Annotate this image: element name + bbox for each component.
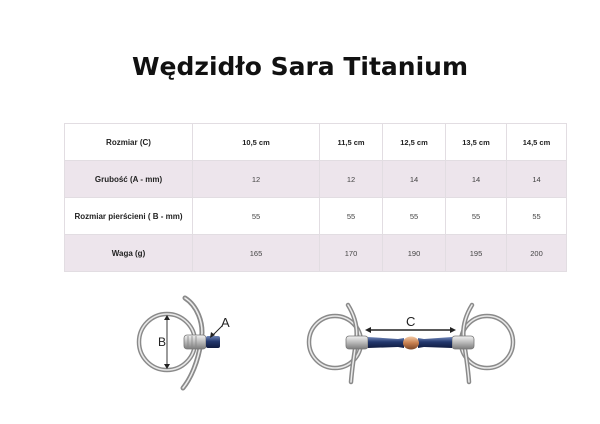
table-cell: 55	[320, 198, 383, 235]
table-cell: 200	[507, 235, 567, 272]
table-cell: 14	[446, 161, 507, 198]
table-cell: 14	[383, 161, 446, 198]
mouthpiece-end-shape	[206, 336, 220, 348]
table-cell: 55	[507, 198, 567, 235]
row-label: Waga (g)	[65, 235, 193, 272]
mouthpiece-left-shape	[368, 337, 404, 348]
header-cell: 14,5 cm	[507, 124, 567, 161]
label-b: B	[158, 335, 167, 349]
table-cell: 55	[193, 198, 320, 235]
copper-lozenge-shape	[403, 337, 419, 350]
table-cell: 12	[193, 161, 320, 198]
header-cell: Rozmiar (C)	[65, 124, 193, 161]
page-title: Wędzidło Sara Titanium	[131, 52, 469, 81]
right-sleeve-shape	[452, 336, 474, 349]
table-cell: 12	[320, 161, 383, 198]
label-c: C	[406, 314, 416, 329]
table-cell: 190	[383, 235, 446, 272]
header-cell: 10,5 cm	[193, 124, 320, 161]
header-cell: 12,5 cm	[383, 124, 446, 161]
table-cell: 14	[507, 161, 567, 198]
header-cell: 13,5 cm	[446, 124, 507, 161]
table-cell: 55	[446, 198, 507, 235]
sleeve-shape	[184, 335, 206, 349]
label-a: A	[221, 315, 230, 330]
row-label: Rozmiar pierścieni ( B - mm)	[65, 198, 193, 235]
table-cell: 195	[446, 235, 507, 272]
header-cell: 11,5 cm	[320, 124, 383, 161]
side-view-drawing	[139, 298, 230, 388]
mouthpiece-right-shape	[418, 337, 452, 348]
front-view-drawing	[309, 305, 513, 382]
row-label: Grubość (A - mm)	[65, 161, 193, 198]
table-cell: 170	[320, 235, 383, 272]
left-sleeve-shape	[346, 336, 368, 349]
table-cell: 165	[193, 235, 320, 272]
table-cell: 55	[383, 198, 446, 235]
